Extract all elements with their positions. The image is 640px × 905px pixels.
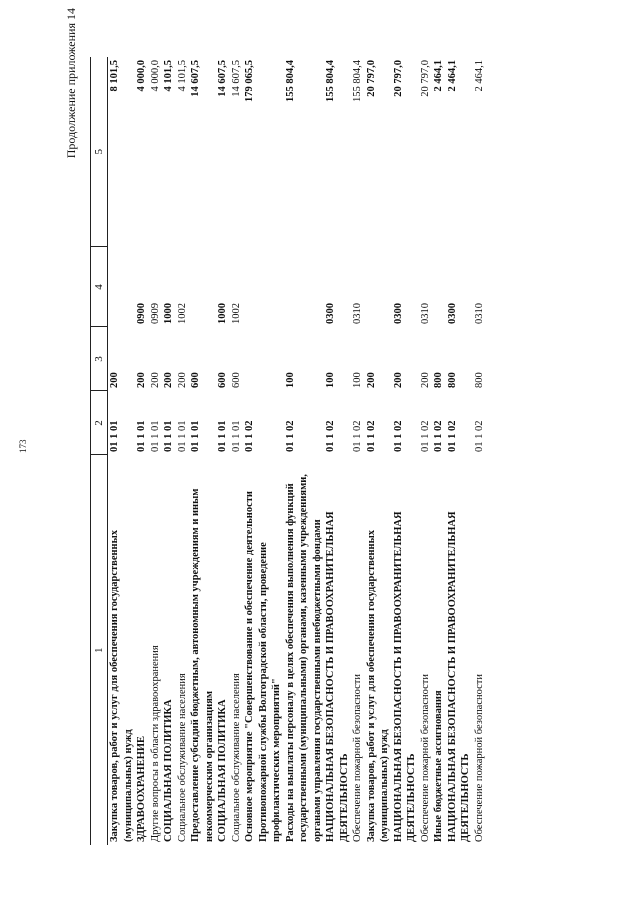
table-row [284, 57, 325, 845]
target-code: 01 1 02 [244, 420, 255, 452]
row-amount: 2 464,1 [433, 60, 444, 92]
row-amount: 155 804,4 [352, 60, 363, 102]
section-code: 0300 [446, 303, 458, 324]
section-code: 1000 [163, 303, 174, 324]
row-amount: 20 797,0 [419, 60, 431, 97]
row-name: Закупка товаров, работ и услуг для обеспечения государственных (муниципальных) нужд [365, 529, 390, 842]
table-row [149, 57, 163, 845]
column-header: 3 [91, 327, 108, 391]
section-code: 1002 [176, 303, 188, 324]
expense-type-code: 600 [217, 372, 228, 388]
table-row [108, 57, 136, 845]
section-code: 0909 [149, 303, 161, 324]
column-header: 1 [91, 455, 108, 845]
section-code [432, 247, 446, 327]
expense-type-code: 600 [230, 372, 242, 388]
row-amount: 14 607,5 [217, 60, 228, 97]
row-name: Другие вопросы в области здравоохранения [149, 645, 161, 842]
table-row [446, 57, 473, 845]
section-code [284, 247, 325, 327]
row-name: Обеспечение пожарной безопасности [352, 673, 363, 842]
expense-type-code: 200 [149, 372, 161, 388]
table-row [351, 57, 365, 845]
column-header: 4 [91, 247, 108, 327]
row-name: Основное мероприятие "Совершенствование и обеспечение деятельности Противопожарной службы Волгоградской области, проведение профилактических мероприятий" [244, 491, 282, 842]
section-code: 0300 [392, 303, 404, 324]
section-code [243, 247, 284, 327]
appendix-title: Продолжение приложения 14 [64, 8, 78, 159]
column-header: 5 [91, 57, 108, 247]
section-code: 0310 [419, 303, 431, 324]
target-code: 01 1 01 [149, 420, 161, 452]
row-amount: 179 065,5 [244, 60, 255, 102]
row-amount: 4 101,5 [163, 60, 174, 92]
table-row [432, 57, 446, 845]
section-code: 0310 [352, 303, 363, 324]
table-row [243, 57, 284, 845]
section-code [365, 247, 392, 327]
table-row [392, 57, 419, 845]
row-amount: 20 797,0 [392, 60, 404, 97]
section-code [108, 247, 136, 327]
row-name: НАЦИОНАЛЬНАЯ БЕЗОПАСНОСТЬ И ПРАВООХРАНИТЕЛЬНАЯ ДЕЯТЕЛЬНОСТЬ [325, 511, 350, 842]
row-name: Расходы на выплаты персоналу в целях обеспечения выполнения функций государственными (муниципальными) органами, казенными учреждениями, органами управления государственными внебюджетными фондами [284, 474, 323, 842]
section-code: 1000 [217, 303, 228, 324]
section-code: 1002 [230, 303, 242, 324]
target-code: 01 1 02 [419, 420, 431, 452]
expense-type-code: 200 [136, 372, 147, 388]
row-amount: 155 804,4 [284, 60, 296, 102]
table-row [135, 57, 149, 845]
row-amount: 20 797,0 [365, 60, 377, 97]
row-name: НАЦИОНАЛЬНАЯ БЕЗОПАСНОСТЬ И ПРАВООХРАНИТЕЛЬНАЯ ДЕЯТЕЛЬНОСТЬ [446, 511, 471, 842]
table-header [91, 57, 108, 845]
expense-type-code: 200 [176, 372, 188, 388]
target-code: 01 1 02 [284, 420, 296, 452]
section-code: 0310 [473, 303, 485, 324]
row-name: ЗДРАВООХРАНЕНИЕ [136, 735, 147, 842]
row-amount: 4 101,5 [176, 60, 188, 92]
row-amount: 8 101,5 [109, 60, 120, 92]
table-row [189, 57, 216, 845]
table-row [365, 57, 392, 845]
target-code: 01 1 01 [176, 420, 188, 452]
target-code: 01 1 01 [136, 420, 147, 452]
table-row [230, 57, 244, 845]
row-name: СОЦИАЛЬНАЯ ПОЛИТИКА [163, 699, 174, 842]
row-amount: 2 464,1 [446, 60, 458, 92]
row-amount: 4 000,0 [136, 60, 147, 92]
section-code [189, 247, 216, 327]
row-name: НАЦИОНАЛЬНАЯ БЕЗОПАСНОСТЬ И ПРАВООХРАНИТЕЛЬНАЯ ДЕЯТЕЛЬНОСТЬ [392, 511, 417, 842]
expense-type-code: 800 [473, 372, 485, 388]
expense-type-code: 200 [419, 372, 431, 388]
row-amount: 4 000,0 [149, 60, 161, 92]
row-amount: 2 464,1 [473, 60, 485, 92]
expense-type-code: 200 [392, 372, 404, 388]
target-code: 01 1 02 [392, 420, 404, 452]
expense-type-code [243, 327, 284, 391]
expense-type-code: 100 [284, 372, 296, 388]
row-name: Закупка товаров, работ и услуг для обеспечения государственных (муниципальных) нужд [109, 529, 134, 842]
section-code: 0300 [325, 303, 336, 324]
row-name: Иные бюджетные ассигнования [433, 690, 444, 842]
row-name: СОЦИАЛЬНАЯ ПОЛИТИКА [217, 699, 228, 842]
table-row [176, 57, 190, 845]
expense-type-code: 800 [446, 372, 458, 388]
row-name: Обеспечение пожарной безопасности [419, 673, 431, 842]
target-code: 01 1 01 [190, 420, 201, 452]
target-code: 01 1 01 [109, 420, 120, 452]
target-code: 01 1 02 [352, 420, 363, 452]
column-header: 2 [91, 391, 108, 455]
row-amount: 14 607,5 [230, 60, 242, 97]
table-row [324, 57, 351, 845]
page-number: 173 [18, 439, 28, 453]
expense-type-code: 100 [325, 372, 336, 388]
expense-type-code: 800 [433, 372, 444, 388]
expense-type-code: 200 [109, 372, 120, 388]
row-amount: 155 804,4 [325, 60, 336, 102]
section-code: 0900 [136, 303, 147, 324]
target-code: 01 1 02 [433, 420, 444, 452]
row-name: Предоставление субсидий бюджетным, автономным учреждениям и иным некоммерческим организациям [190, 488, 215, 842]
target-code: 01 1 01 [163, 420, 174, 452]
table-body [108, 57, 487, 845]
table-row [419, 57, 433, 845]
row-amount: 14 607,5 [190, 60, 201, 97]
row-name: Обеспечение пожарной безопасности [473, 673, 485, 842]
expense-type-code: 600 [190, 372, 201, 388]
table-row [216, 57, 230, 845]
target-code: 01 1 02 [365, 420, 377, 452]
row-name: Социальное обслуживание населения [176, 673, 188, 842]
table-row [162, 57, 176, 845]
target-code: 01 1 01 [217, 420, 228, 452]
expense-type-code: 200 [365, 372, 377, 388]
expense-type-code: 100 [352, 372, 363, 388]
target-code: 01 1 02 [325, 420, 336, 452]
target-code: 01 1 01 [230, 420, 242, 452]
row-name: Социальное обслуживание населения [230, 673, 242, 842]
target-code: 01 1 02 [473, 420, 485, 452]
budget-table [90, 57, 486, 845]
target-code: 01 1 02 [446, 420, 458, 452]
table-row [473, 57, 487, 845]
expense-type-code: 200 [163, 372, 174, 388]
